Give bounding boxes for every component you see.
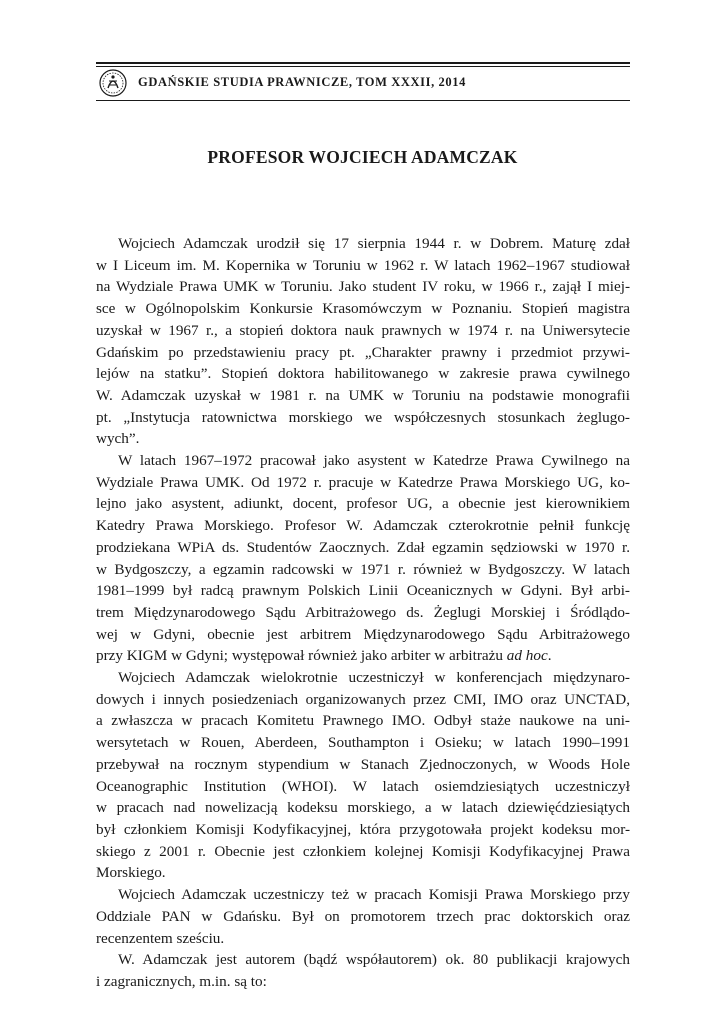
paragraph — [96, 450, 630, 667]
text-line: pt. „Instytucja ratownictwa morskiego we współczesnych stosunkach żeglugo- — [96, 408, 630, 426]
text-line: w Bydgoszczy, a egzamin radcowski w 1971 r. również w Bydgoszczy. W latach — [96, 560, 630, 578]
text-line: przebywał na rocznym stypendium w Stanach Zjednoczonych, w Woods Hole — [96, 755, 630, 773]
text-line: dowych i innych posiedzeniach organizowanych przez CMI, IMO oraz UNCTAD, — [96, 690, 630, 708]
text-line: Wojciech Adamczak urodził się 17 sierpnia 1944 r. w Dobrem. Maturę zdał — [118, 235, 630, 252]
header-rule-bottom — [96, 100, 630, 101]
text-line: i zagranicznych, m.in. są to: — [96, 972, 267, 990]
text-line: wych”. — [96, 430, 140, 448]
university-seal-icon — [98, 68, 128, 98]
text-line: a zwłaszcza w pracach Komitetu Prawnego IMO. Odbył staże naukowe na uni- — [96, 712, 630, 730]
text-line: uzyskał w 1967 r., a stopień doktora nauk prawnych w 1974 r. na Uniwersytecie — [96, 321, 630, 339]
text-line: w pracach nad nowelizacją kodeksu morskiego, a w latach dziewięćdziesiątych — [96, 799, 630, 817]
text-line: Oddziale PAN w Gdańsku. Był on promotorem trzech prac doktorskich oraz — [96, 907, 630, 925]
text-line: W. Adamczak uzyskał w 1981 r. na UMK w Toruniu na podstawie monografii — [96, 386, 630, 404]
text-fragment: przy KIGM w Gdyni; występował również jako arbiter w arbitrażu — [96, 647, 503, 665]
text-line: W latach 1967–1972 pracował jako asystent w Katedrze Prawa Cywilnego na — [118, 452, 630, 470]
text-line: trem Międzynarodowego Sądu Arbitrażowego ds. Żeglugi Morskiej i Śródlądo- — [96, 603, 630, 621]
text-line: skiego z 2001 r. Obecnie jest członkiem kolejnej Komisji Kodyfikacyjnej Prawa — [96, 842, 630, 860]
text-line: Katedry Prawa Morskiego. Profesor W. Adamczak czterokrotnie pełnił funkcję — [96, 517, 630, 535]
text-line: Wojciech Adamczak wielokrotnie uczestniczył w konferencjach międzynaro- — [118, 669, 630, 687]
journal-title: GDAŃSKIE STUDIA PRAWNICZE, TOM XXXII, 2014 — [138, 75, 466, 89]
text-line: recenzentem sześciu. — [96, 929, 225, 947]
text-line: W. Adamczak jest autorem (bądź współautorem) ok. 80 publikacji krajowych — [118, 951, 630, 969]
text-line — [96, 645, 630, 667]
text-fragment: . — [547, 647, 552, 665]
italic-term: ad hoc — [506, 647, 548, 665]
text-line: wej w Gdyni, obecnie jest arbitrem Międzynarodowego Sądu Arbitrażowego — [96, 625, 630, 643]
paragraph — [96, 667, 630, 884]
article-body — [96, 233, 630, 993]
header-rule-top-thin — [96, 66, 630, 67]
text-line: Morskiego. — [96, 864, 166, 882]
text-line: prodziekana WPiA ds. Studentów Zaocznych. Zdał egzamin sędziowski w 1970 r. — [96, 538, 630, 556]
paragraph — [96, 884, 630, 949]
paragraph — [96, 949, 630, 992]
header-rule-top — [96, 62, 630, 64]
article-title: PROFESOR WOJCIECH ADAMCZAK — [207, 147, 518, 167]
paragraph — [96, 233, 630, 450]
text-line: był członkiem Komisji Kodyfikacyjnej, która przygotowała projekt kodeksu mor- — [96, 820, 630, 838]
running-header — [96, 62, 630, 102]
text-line: Oceanographic Institution (WHOI). W latach osiemdziesiątych uczestniczył — [96, 777, 630, 795]
text-line: Wojciech Adamczak uczestniczy też w pracach Komisji Prawa Morskiego przy — [118, 886, 630, 904]
text-line: Wydziale Prawa UMK. Od 1972 r. pracuje w Katedrze Prawa Morskiego UG, ko- — [96, 473, 630, 491]
text-line: sce w Ogólnopolskim Konkursie Krasomówczym w Poznaniu. Stopień magistra — [96, 300, 630, 318]
text-line: lejno jako asystent, adiunkt, docent, profesor UG, a obecnie jest kierownikiem — [96, 495, 630, 513]
text-line: Gdańskim po przedstawieniu pracy pt. „Charakter prawny i przedmiot przywi- — [96, 343, 630, 361]
text-line: w I Liceum im. M. Kopernika w Toruniu w 1962 r. W latach 1962–1967 studiował — [96, 256, 630, 274]
text-line: na Wydziale Prawa UMK w Toruniu. Jako student IV roku, w 1966 r., zajął I miej- — [96, 278, 630, 296]
text-line: wersytetach w Rouen, Aberdeen, Southampton i Osieku; w latach 1990–1991 — [96, 734, 630, 752]
text-line: lejów na statku”. Stopień doktora habilitowanego w zakresie prawa cywilnego — [96, 365, 630, 383]
text-line: 1981–1999 był radcą prawnym Polskich Linii Oceanicznych w Gdyni. Był arbi- — [96, 582, 630, 600]
